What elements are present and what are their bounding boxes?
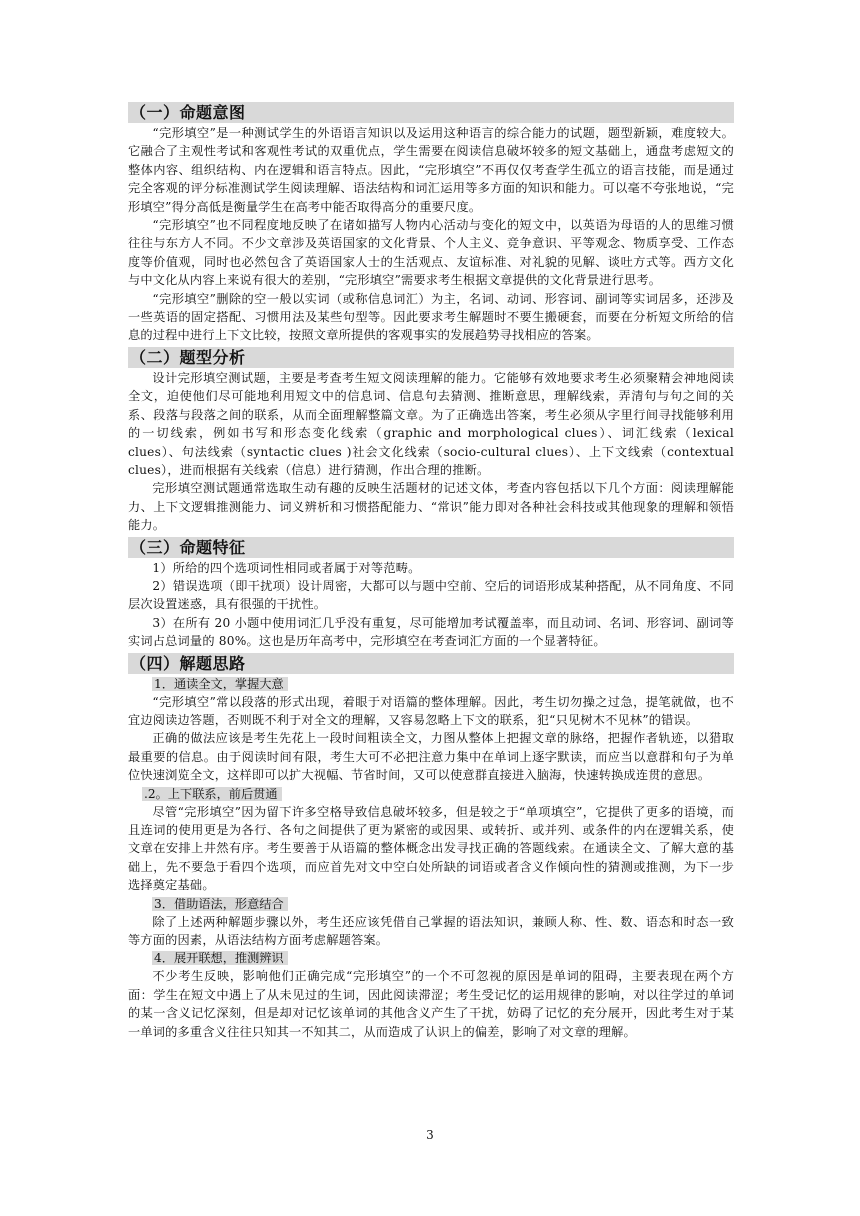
paragraph: 除了上述两种解题步骤以外，考生还应该凭借自己掌握的语法知识，兼顾人称、性、数、语态和时态一致等方面的因素，从语法结构方面考虑解题答案。 (128, 914, 734, 948)
subheading (128, 895, 734, 913)
section-heading-4: （四）解题思路 (128, 653, 734, 674)
paragraph: 尽管“完形填空”因为留下许多空格导致信息破坏较多，但是较之于“单项填空”，它提供了更多的语境，而且连词的使用更是为各行、各句之间提供了更为紧密的或因果、或转折、或并列、或条件的内在逻辑关系，使文章在安排上井然有序。考生要善于从语篇的整体概念出发寻找正确的答题线索。在通读全文、了解大意的基础上，先不要急于看四个选项，而应首先对文中空白处所缺的词语或者含义作倾向性的猜测或推测，为下一步选择奠定基础。 (128, 804, 734, 893)
section-heading-2: （二）题型分析 (128, 347, 734, 368)
page-number: 3 (426, 1128, 434, 1142)
section-heading-1: （一）命题意图 (128, 102, 734, 123)
subheading-text: 4．展开联想，推测辨识 (152, 951, 288, 965)
paragraph: 设计完形填空测试题，主要是考查考生短文阅读理解的能力。它能够有效地要求考生必须聚精会神地阅读全文，迫使他们尽可能地利用短文中的信息词、信息句去猜测、推断意思，理解线索，弄清句与句之间的关系、段落与段落之间的联系，从而全面理解整篇文章。为了正确选出答案，考生必须从字里行间寻找能够利用的一切线索，例如书写和形态变化线索（graphic and morphological clues）、词汇线索（lexical clues）、句法线索（syntactic clues )社会文化线索（socio-cultural clues）、上下文线索（contextual clues），进而根据有关线索（信息）进行猜测，作出合理的推断。 (128, 370, 734, 477)
subheading (128, 675, 734, 693)
paragraph: 不少考生反映，影响他们正确完成“完形填空”的一个不可忽视的原因是单词的阻碍，主要表现在两个方面：学生在短文中遇上了从未见过的生词，因此阅读滞涩；考生受记忆的运用规律的影响，对以往学过的单词的某一含义记忆深刻，但是却对记忆该单词的其他含义产生了干扰，妨碍了记忆的充分展开，因此考生对于某一单词的多重含义往往只知其一不知其二，从而造成了认识上的偏差，影响了对文章的理解。 (128, 969, 734, 1039)
subheading-text: 3．借助语法，形意结合 (152, 897, 288, 911)
subheading (128, 949, 734, 967)
list-item: 3）在所有 20 小题中使用词汇几乎没有重复，尽可能增加考试覆盖率，而且动词、名词、形容词、副词等实词占总词量的 80%。这也是历年高考中，完形填空在考查词汇方面的一个显著特征。 (128, 615, 734, 649)
paragraph: “完形填空”是一种测试学生的外语语言知识以及运用这种语言的综合能力的试题，题型新颖，难度较大。它融合了主观性考试和客观性考试的双重优点，学生需要在阅读信息破坏较多的短文基础上，通盘考虑短文的整体内容、组织结构、内在逻辑和语言特点。因此，“完形填空”不再仅仅考查学生孤立的语言技能，而是通过完全客观的评分标准测试学生阅读理解、语法结构和词汇运用等多方面的知识和能力。可以毫不夸张地说，“完形填空”得分高低是衡量学生在高考中能否取得高分的重要尺度。 (128, 126, 734, 214)
paragraph: 完形填空测试题通常选取生动有趣的反映生活题材的记述文体，考查内容包括以下几个方面：阅读理解能力、上下文逻辑推测能力、词义辨析和习惯搭配能力、“常识”能力即对各种社会科技或其他现象的理解和领悟能力。 (128, 481, 734, 533)
subheading-text: .2。上下联系，前后贯通 (142, 787, 282, 801)
paragraph: “完形填空”常以段落的形式出现，着眼于对语篇的整体理解。因此，考生切勿操之过急，提笔就做，也不宜边阅读边答题，否则既不利于对全文的理解，又容易忽略上下文的联系，犯“只见树木不见林”的错误。 (128, 694, 734, 727)
subheading (128, 785, 734, 803)
subheading-text: 1．通读全文，掌握大意 (152, 677, 288, 691)
list-item: 1）所给的四个选项词性相同或者属于对等范畴。 (152, 560, 421, 575)
paragraph: “完形填空”也不同程度地反映了在诸如描写人物内心活动与变化的短文中，以英语为母语的人的思维习惯往往与东方人不同。不少文章涉及英语国家的文化背景、个人主义、竞争意识、平等观念、物质享受、工作态度等价值观，同时也必然包含了英语国家人士的生活观点、友谊标准、对礼貌的见解、谈吐方式等。西方文化与中文化从内容上来说有很大的差别，“完形填空”需要求考生根据文章提供的文化背景进行思考。 (128, 218, 734, 288)
list-item: 2）错误选项（即干扰项）设计周密，大都可以与题中空前、空后的词语形成某种搭配，从不同角度、不同层次设置迷惑，具有很强的干扰性。 (128, 578, 734, 612)
paragraph: “完形填空”删除的空一般以实词（或称信息词汇）为主，名词、动词、形容词、副词等实词居多，还涉及一些英语的固定搭配、习惯用法及某些句型等。因此要求考生解题时不要生搬硬套，而要在分析短文所给的信息的过程中进行上下文比较，按照文章所提供的客观事实的发展趋势寻找相应的答案。 (128, 291, 734, 343)
section-heading-3: （三）命题特征 (128, 537, 734, 558)
document-body (128, 100, 734, 1041)
paragraph: 正确的做法应该是考生先花上一段时间粗读全文，力图从整体上把握文章的脉络，把握作者轨迹，以猎取最重要的信息。由于阅读时间有限，考生大可不必把注意力集中在单词上逐字默读，而应当以意群和句子为单位快速浏览全文，这样即可以扩大视幅、节省时间，又可以使意群直接进入脑海，快速转换成连贯的意思。 (128, 731, 734, 783)
